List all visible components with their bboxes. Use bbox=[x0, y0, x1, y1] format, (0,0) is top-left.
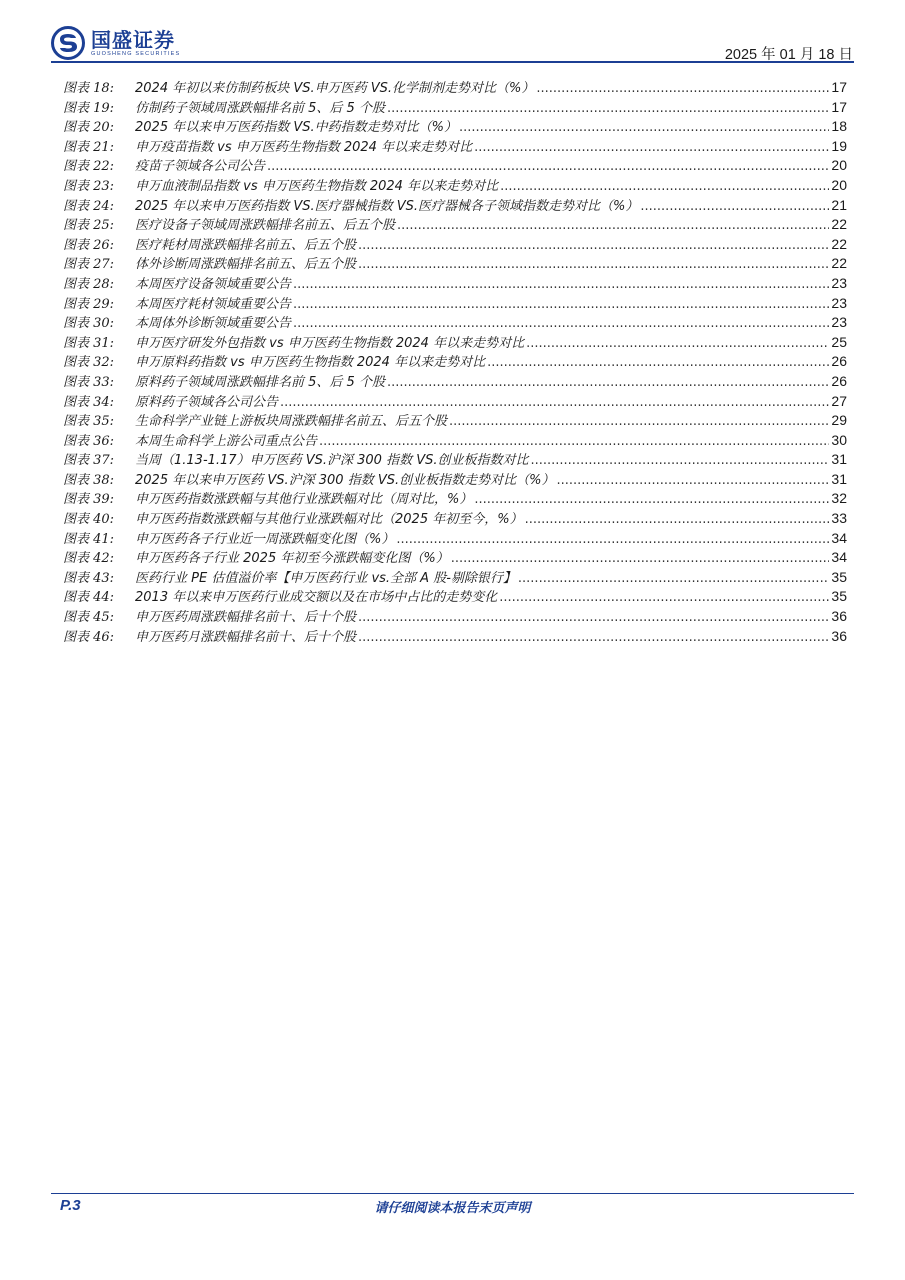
header-divider bbox=[51, 61, 854, 63]
toc-entry-number: 图表 46: bbox=[63, 629, 115, 645]
toc-entry[interactable] bbox=[63, 470, 847, 490]
toc-dot-leader bbox=[293, 275, 829, 295]
toc-dot-leader bbox=[474, 138, 829, 158]
toc-entry[interactable] bbox=[63, 548, 847, 568]
toc-entry-number: 图表 20: bbox=[63, 120, 115, 136]
toc-entry[interactable] bbox=[63, 411, 847, 431]
toc-entry-number: 图表 39: bbox=[63, 492, 115, 508]
toc-entry-title[interactable]: 申万医疗研发外包指数 vs 申万医药生物指数 2024 年以来走势对比 bbox=[135, 335, 525, 351]
toc-entry-page[interactable]: 33 bbox=[831, 510, 847, 527]
toc-entry-number: 图表 42: bbox=[63, 551, 115, 567]
toc-entry-title[interactable]: 申万医药指数涨跌幅与其他行业涨跌幅对比（2025 年初至今，%） bbox=[135, 512, 523, 528]
toc-entry-number: 图表 35: bbox=[63, 414, 115, 430]
toc-entry-page[interactable]: 23 bbox=[831, 314, 847, 331]
toc-entry-number: 图表 37: bbox=[63, 453, 115, 469]
toc-entry-page[interactable]: 35 bbox=[831, 588, 847, 605]
toc-entry-page[interactable]: 21 bbox=[831, 196, 847, 213]
toc-entry-title[interactable]: 2025 年以来申万医药指数 VS.中药指数走势对比（%） bbox=[135, 120, 457, 136]
toc-entry[interactable] bbox=[63, 78, 847, 98]
toc-entry[interactable] bbox=[63, 568, 847, 588]
toc-entry-page[interactable]: 34 bbox=[831, 549, 847, 566]
toc-entry[interactable] bbox=[63, 607, 847, 627]
footer-disclaimer: 请仔细阅读本报告末页声明 bbox=[374, 1201, 531, 1216]
toc-entry-number: 图表 26: bbox=[63, 237, 115, 253]
toc-entry-page[interactable]: 36 bbox=[831, 627, 847, 644]
toc-entry-page[interactable]: 20 bbox=[831, 157, 847, 174]
toc-entry-title[interactable]: 体外诊断周涨跌幅排名前五、后五个股 bbox=[135, 257, 357, 273]
toc-entry-title[interactable]: 2025 年以来申万医药指数 VS.医疗器械指数 VS.医疗器械各子领域指数走势对比（%） bbox=[135, 198, 639, 214]
toc-entry-number: 图表 40: bbox=[63, 512, 115, 528]
company-logo bbox=[51, 26, 180, 60]
page-number: P.3 bbox=[60, 1197, 81, 1214]
report-date: 2025 年 01 月 18 日 bbox=[724, 47, 853, 63]
toc-entry[interactable] bbox=[63, 529, 847, 549]
toc-entry-page[interactable]: 22 bbox=[831, 255, 847, 272]
toc-entry-number: 图表 28: bbox=[63, 276, 115, 292]
toc-dot-leader bbox=[293, 295, 829, 315]
toc-entry[interactable] bbox=[63, 274, 847, 294]
logo-english-name: GUOSHENG SECURITIES bbox=[91, 50, 181, 57]
toc-entry-title[interactable]: 本周医疗设备领域重要公告 bbox=[135, 276, 292, 292]
toc-dot-leader bbox=[397, 216, 829, 236]
toc-entry-title[interactable]: 医疗耗材周涨跌幅排名前五、后五个股 bbox=[135, 237, 357, 253]
footer-divider bbox=[51, 1193, 854, 1194]
toc-entry[interactable] bbox=[63, 235, 847, 255]
toc-dot-leader bbox=[387, 99, 829, 119]
toc-entry-title[interactable]: 原料药子领域周涨跌幅排名前 5、后 5 个股 bbox=[135, 374, 385, 390]
toc-entry[interactable] bbox=[63, 333, 847, 353]
toc-dot-leader bbox=[487, 353, 829, 373]
toc-entry-number: 图表 44: bbox=[63, 590, 115, 606]
toc-entry-page[interactable]: 26 bbox=[831, 372, 847, 389]
toc-entry-page[interactable]: 23 bbox=[831, 274, 847, 291]
toc-dot-leader bbox=[280, 393, 829, 413]
toc-entry[interactable] bbox=[63, 98, 847, 118]
toc-dot-leader bbox=[530, 451, 829, 471]
toc-entry-number: 图表 34: bbox=[63, 394, 115, 410]
toc-entry-title[interactable]: 申万医药指数涨跌幅与其他行业涨跌幅对比（周对比，%） bbox=[135, 492, 473, 508]
toc-dot-leader bbox=[358, 608, 829, 628]
toc-dot-leader bbox=[474, 490, 829, 510]
toc-entry-page[interactable]: 20 bbox=[831, 176, 847, 193]
toc-entry-number: 图表 33: bbox=[63, 374, 115, 390]
toc-entry-page[interactable]: 27 bbox=[831, 392, 847, 409]
toc-entry[interactable] bbox=[63, 450, 847, 470]
toc-entry-title[interactable]: 本周体外诊断领域重要公告 bbox=[135, 316, 292, 332]
toc-entry-page[interactable]: 17 bbox=[831, 98, 847, 115]
toc-entry-number: 图表 24: bbox=[63, 198, 115, 214]
toc-dot-leader bbox=[640, 197, 829, 217]
toc-entry-title[interactable]: 本周医疗耗材领域重要公告 bbox=[135, 296, 292, 312]
toc-entry-title[interactable]: 仿制药子领域周涨跌幅排名前 5、后 5 个股 bbox=[135, 100, 385, 116]
toc-entry[interactable] bbox=[63, 294, 847, 314]
toc-entry[interactable] bbox=[63, 489, 847, 509]
toc-entry-number: 图表 23: bbox=[63, 178, 115, 194]
toc-entry[interactable] bbox=[63, 431, 847, 451]
toc-entry-title[interactable]: 生命科学产业链上游板块周涨跌幅排名前五、后五个股 bbox=[135, 414, 448, 430]
toc-entry-number: 图表 38: bbox=[63, 472, 115, 488]
toc-entry-number: 图表 32: bbox=[63, 355, 115, 371]
toc-entry-title[interactable]: 申万医药周涨跌幅排名前十、后十个股 bbox=[135, 610, 357, 626]
toc-dot-leader bbox=[556, 471, 829, 491]
toc-dot-leader bbox=[358, 236, 829, 256]
toc-entry-number: 图表 43: bbox=[63, 570, 115, 586]
toc-entry-title[interactable]: 当周（1.13-1.17）申万医药 VS.沪深 300 指数 VS.创业板指数对比 bbox=[135, 453, 529, 469]
toc-entry-page[interactable]: 22 bbox=[831, 235, 847, 252]
toc-entry[interactable] bbox=[63, 627, 847, 647]
toc-dot-leader bbox=[267, 157, 829, 177]
toc-entry[interactable] bbox=[63, 215, 847, 235]
toc-entry-title[interactable]: 申万医药各子行业近一周涨跌幅变化图（%） bbox=[135, 531, 395, 547]
toc-entry[interactable] bbox=[63, 117, 847, 137]
page-header bbox=[0, 0, 905, 64]
toc-entry[interactable] bbox=[63, 196, 847, 216]
toc-entry-title[interactable]: 申万医药月涨跌幅排名前十、后十个股 bbox=[135, 629, 357, 645]
toc-dot-leader bbox=[387, 373, 829, 393]
toc-entry[interactable] bbox=[63, 372, 847, 392]
toc-entry-number: 图表 45: bbox=[63, 610, 115, 626]
toc-entry-title[interactable]: 2024 年初以来仿制药板块 VS.申万医药 VS.化学制剂走势对比（%） bbox=[135, 81, 535, 96]
toc-entry[interactable] bbox=[63, 254, 847, 274]
toc-entry-number: 图表 25: bbox=[63, 218, 115, 234]
toc-entry-page[interactable]: 23 bbox=[831, 294, 847, 311]
toc-entry[interactable] bbox=[63, 509, 847, 529]
toc-entry-title[interactable]: 医药行业 PE 估值溢价率【申万医药行业 vs.全部 A 股-剔除银行】 bbox=[135, 570, 516, 586]
toc-entry-title[interactable]: 原料药子领域各公司公告 bbox=[135, 394, 279, 410]
toc-dot-leader bbox=[499, 588, 829, 608]
toc-entry-number: 图表 18: bbox=[63, 81, 115, 96]
logo-chinese-name: 国盛证券 bbox=[91, 27, 175, 52]
toc-entry-page[interactable]: 22 bbox=[831, 216, 847, 233]
toc-entry-title[interactable]: 2025 年以来申万医药 VS.沪深 300 指数 VS.创业板指数走势对比（%） bbox=[135, 472, 555, 488]
toc-entry-page[interactable]: 31 bbox=[831, 451, 847, 468]
toc-dot-leader bbox=[293, 314, 829, 334]
toc-entry-page[interactable]: 17 bbox=[831, 79, 847, 95]
guosheng-logo-icon bbox=[51, 26, 85, 60]
toc-entry-title[interactable]: 医疗设备子领域周涨跌幅排名前五、后五个股 bbox=[135, 218, 396, 234]
toc-entry-title[interactable]: 疫苗子领域各公司公告 bbox=[135, 159, 266, 175]
toc-entry[interactable] bbox=[63, 313, 847, 333]
toc-dot-leader bbox=[449, 412, 829, 432]
toc-entry-number: 图表 21: bbox=[63, 139, 115, 155]
toc-dot-leader bbox=[525, 510, 830, 530]
toc-entry-page[interactable]: 18 bbox=[831, 118, 847, 135]
toc-dot-leader bbox=[518, 569, 830, 589]
toc-entry-number: 图表 19: bbox=[63, 100, 115, 116]
toc-entry-title[interactable]: 申万疫苗指数 vs 申万医药生物指数 2024 年以来走势对比 bbox=[135, 139, 473, 155]
toc-entry[interactable] bbox=[63, 392, 847, 412]
toc-dot-leader bbox=[500, 177, 829, 197]
toc-entry-page[interactable]: 34 bbox=[831, 529, 847, 546]
toc-dot-leader bbox=[526, 334, 829, 354]
toc-dot-leader bbox=[358, 255, 829, 275]
toc-entry[interactable] bbox=[63, 352, 847, 372]
toc-entry-page[interactable]: 32 bbox=[831, 490, 847, 507]
toc-entry-page[interactable]: 25 bbox=[831, 333, 847, 350]
toc-entry-page[interactable]: 36 bbox=[831, 608, 847, 625]
toc-entry-number: 图表 30: bbox=[63, 316, 115, 332]
toc-entry[interactable] bbox=[63, 137, 847, 157]
toc-entry-number: 图表 22: bbox=[63, 159, 115, 175]
toc-entry-number: 图表 29: bbox=[63, 296, 115, 312]
toc-entry-page[interactable]: 30 bbox=[831, 431, 847, 448]
toc-entry-page[interactable]: 31 bbox=[831, 470, 847, 487]
toc-dot-leader bbox=[358, 628, 829, 648]
toc-entry-title[interactable]: 申万原料药指数 vs 申万医药生物指数 2024 年以来走势对比 bbox=[135, 355, 486, 371]
toc-entry-page[interactable]: 35 bbox=[831, 568, 847, 585]
toc-entry-page[interactable]: 19 bbox=[831, 137, 847, 154]
toc-entry-page[interactable]: 29 bbox=[831, 412, 847, 429]
toc-dot-leader bbox=[451, 549, 830, 569]
toc-entry-number: 图表 41: bbox=[63, 531, 115, 547]
toc-dot-leader bbox=[319, 432, 829, 452]
toc-entry-title[interactable]: 申万医药各子行业 2025 年初至今涨跌幅变化图（%） bbox=[135, 551, 449, 567]
toc-dot-leader bbox=[396, 530, 829, 550]
toc-entry-title[interactable]: 申万血液制品指数 vs 申万医药生物指数 2024 年以来走势对比 bbox=[135, 178, 499, 194]
toc-entry-title[interactable]: 本周生命科学上游公司重点公告 bbox=[135, 433, 318, 449]
toc-dot-leader bbox=[459, 118, 829, 138]
toc-entry-number: 图表 36: bbox=[63, 433, 115, 449]
toc-entry[interactable] bbox=[63, 587, 847, 607]
toc-entry-number: 图表 31: bbox=[63, 335, 115, 351]
toc-entry[interactable] bbox=[63, 156, 847, 176]
figure-list bbox=[63, 78, 847, 646]
toc-entry-number: 图表 27: bbox=[63, 257, 115, 273]
toc-entry-title[interactable]: 2013 年以来申万医药行业成交额以及在市场中占比的走势变化 bbox=[135, 590, 498, 606]
toc-dot-leader bbox=[536, 79, 829, 99]
toc-entry-page[interactable]: 26 bbox=[831, 353, 847, 370]
toc-entry[interactable] bbox=[63, 176, 847, 196]
